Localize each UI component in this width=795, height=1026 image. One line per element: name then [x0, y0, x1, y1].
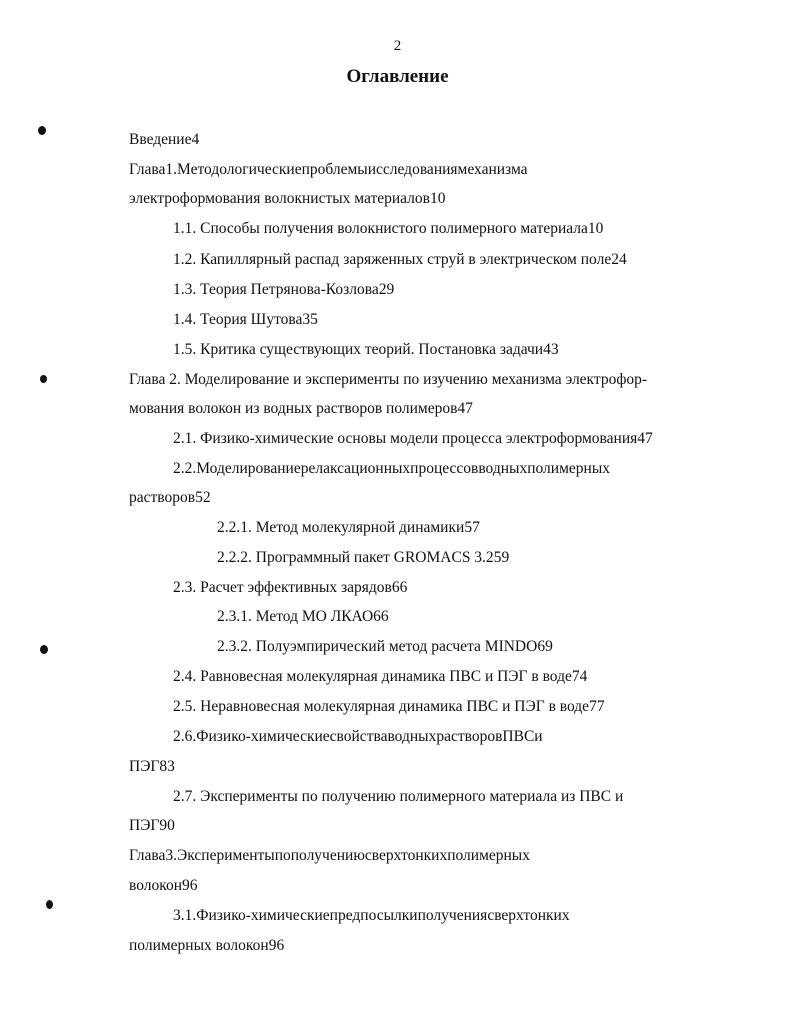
toc-entry-label: ПЭГ: [129, 758, 160, 775]
toc-entry-label: 2.2.2. Программный пакет GROMACS 3.2: [217, 549, 494, 566]
toc-entry-word: механизма: [457, 161, 528, 178]
scan-blot: [40, 375, 47, 383]
toc-entry-page: 90: [159, 817, 175, 834]
toc-entry-label: ПЭГ: [129, 817, 160, 834]
toc-entry-label: 1.2. Капиллярный распад заряженных струй в электрическом поле: [173, 251, 612, 268]
toc-entry-word: Физико-химические: [196, 728, 330, 745]
toc-entry-word: 3.: [165, 847, 178, 864]
toc-entry-word: 3.1.: [173, 907, 197, 924]
toc-entry-label: 1.5. Критика существующих теорий. Постановка задачи: [173, 341, 544, 358]
toc-entry-word: Глава: [129, 161, 166, 178]
toc-entry-label: растворов: [129, 489, 196, 506]
toc-entry-page: 29: [378, 281, 395, 298]
toc-entry-label: Глава 2. Моделирование и эксперименты по изучению механизма электрофор-: [129, 371, 648, 388]
toc-entry-page: 35: [302, 311, 318, 328]
toc-entry-label: 1.1. Способы получения волокнистого полимерного материала: [173, 220, 588, 237]
toc-entry-label: 2.4. Равновесная молекулярная динамика ПВС и ПЭГ в воде: [173, 668, 572, 685]
toc-entry-word: Эксперименты: [177, 847, 275, 864]
toc-entry-word: растворов: [436, 728, 503, 745]
toc-entry-label: 2.5. Неравновесная молекулярная динамика ПВС и ПЭГ в воде: [173, 698, 590, 715]
toc-entry-word: свойства: [329, 728, 388, 745]
toc-entry-word: водных: [387, 728, 437, 745]
toc-entry-word: по: [274, 847, 291, 864]
toc-entry-word: получения: [417, 907, 488, 924]
toc-entry-page: 74: [571, 668, 588, 685]
toc-entry-word: и: [534, 728, 543, 745]
toc-entry-page: 69: [537, 638, 553, 655]
toc-entry-word: процессов: [410, 460, 479, 477]
toc-entry-page: 24: [611, 251, 627, 268]
toc-entry-label: электроформования волокнистых материалов: [129, 190, 430, 207]
toc-entry-label: 2.3.1. Метод МО ЛКАО: [217, 608, 374, 625]
toc-entry-word: 1.: [165, 161, 178, 178]
toc-entry-label: мования волокон из водных растворов полимеров: [129, 400, 458, 417]
toc-entry-label: 1.3. Теория Петрянова-Козлова: [173, 281, 379, 298]
toc-entry-word: сверхтонких: [487, 907, 570, 924]
toc-entry-word: полимерных: [447, 847, 530, 864]
toc-entry-page: 10: [430, 190, 446, 207]
toc-entry-page: 52: [195, 489, 211, 506]
scan-blot: [46, 900, 53, 909]
toc-entry-page: 4: [191, 131, 200, 148]
toc-entry-word: сверхтонких: [364, 847, 448, 864]
toc-entry-label: 2.7. Эксперименты по получению полимерного материала из ПВС и: [173, 788, 624, 805]
page-title: Оглавление: [346, 66, 449, 87]
toc-entry-word: Физико-химические: [196, 907, 330, 924]
scan-blot: [38, 126, 46, 135]
toc-entry-page: 59: [493, 549, 510, 566]
toc-entry-label: 2.2.1. Метод молекулярной динамики: [217, 519, 465, 536]
toc-entry-page: 96: [268, 937, 285, 954]
toc-entry-page: 47: [457, 400, 473, 417]
toc-entry-label: волокон: [129, 877, 183, 894]
toc-entry-page: 47: [637, 430, 653, 447]
toc-entry-page: 57: [464, 519, 480, 536]
toc-entry-word: исследования: [367, 161, 458, 178]
toc-entry-word: Моделирование: [196, 460, 301, 477]
toc-entry-word: 2.2.: [173, 460, 197, 477]
toc-entry-page: 66: [373, 608, 389, 625]
toc-entry-label: 2.3.2. Полуэмпирический метод расчета MINDO: [217, 638, 538, 655]
toc-entry-page: 83: [159, 758, 175, 775]
toc-entry-word: релаксационных: [300, 460, 411, 477]
toc-entry-label: 1.4. Теория Шутова: [173, 311, 303, 328]
toc-entry-word: Методологические: [177, 161, 302, 178]
toc-entry-page: 77: [589, 698, 605, 715]
toc-entry-word: проблемы: [301, 161, 368, 178]
toc-entry-word: предпосылки: [329, 907, 418, 924]
toc-entry-label: полимерных волокон: [129, 937, 269, 954]
toc-entry-word: Глава: [129, 847, 166, 864]
toc-entry-label: Введение: [129, 131, 192, 148]
toc-entry-label: 2.3. Расчет эффективных зарядов: [173, 579, 392, 596]
toc-entry-page: 43: [543, 341, 559, 358]
page-number: 2: [393, 38, 402, 54]
toc-entry-page: 96: [182, 877, 198, 894]
toc-entry-word: полимерных: [527, 460, 610, 477]
toc-entry-page: 10: [587, 220, 604, 237]
toc-entry-label: 2.1. Физико-химические основы модели процесса электроформования: [173, 430, 638, 447]
toc-entry-word: 2.6.: [173, 728, 197, 745]
toc-entry-word: водных: [478, 460, 528, 477]
toc-entry-word: получению: [290, 847, 365, 864]
toc-entry-word: ПВС: [502, 728, 535, 745]
toc-entry-page: 66: [391, 579, 408, 596]
scan-blot: [40, 645, 48, 654]
